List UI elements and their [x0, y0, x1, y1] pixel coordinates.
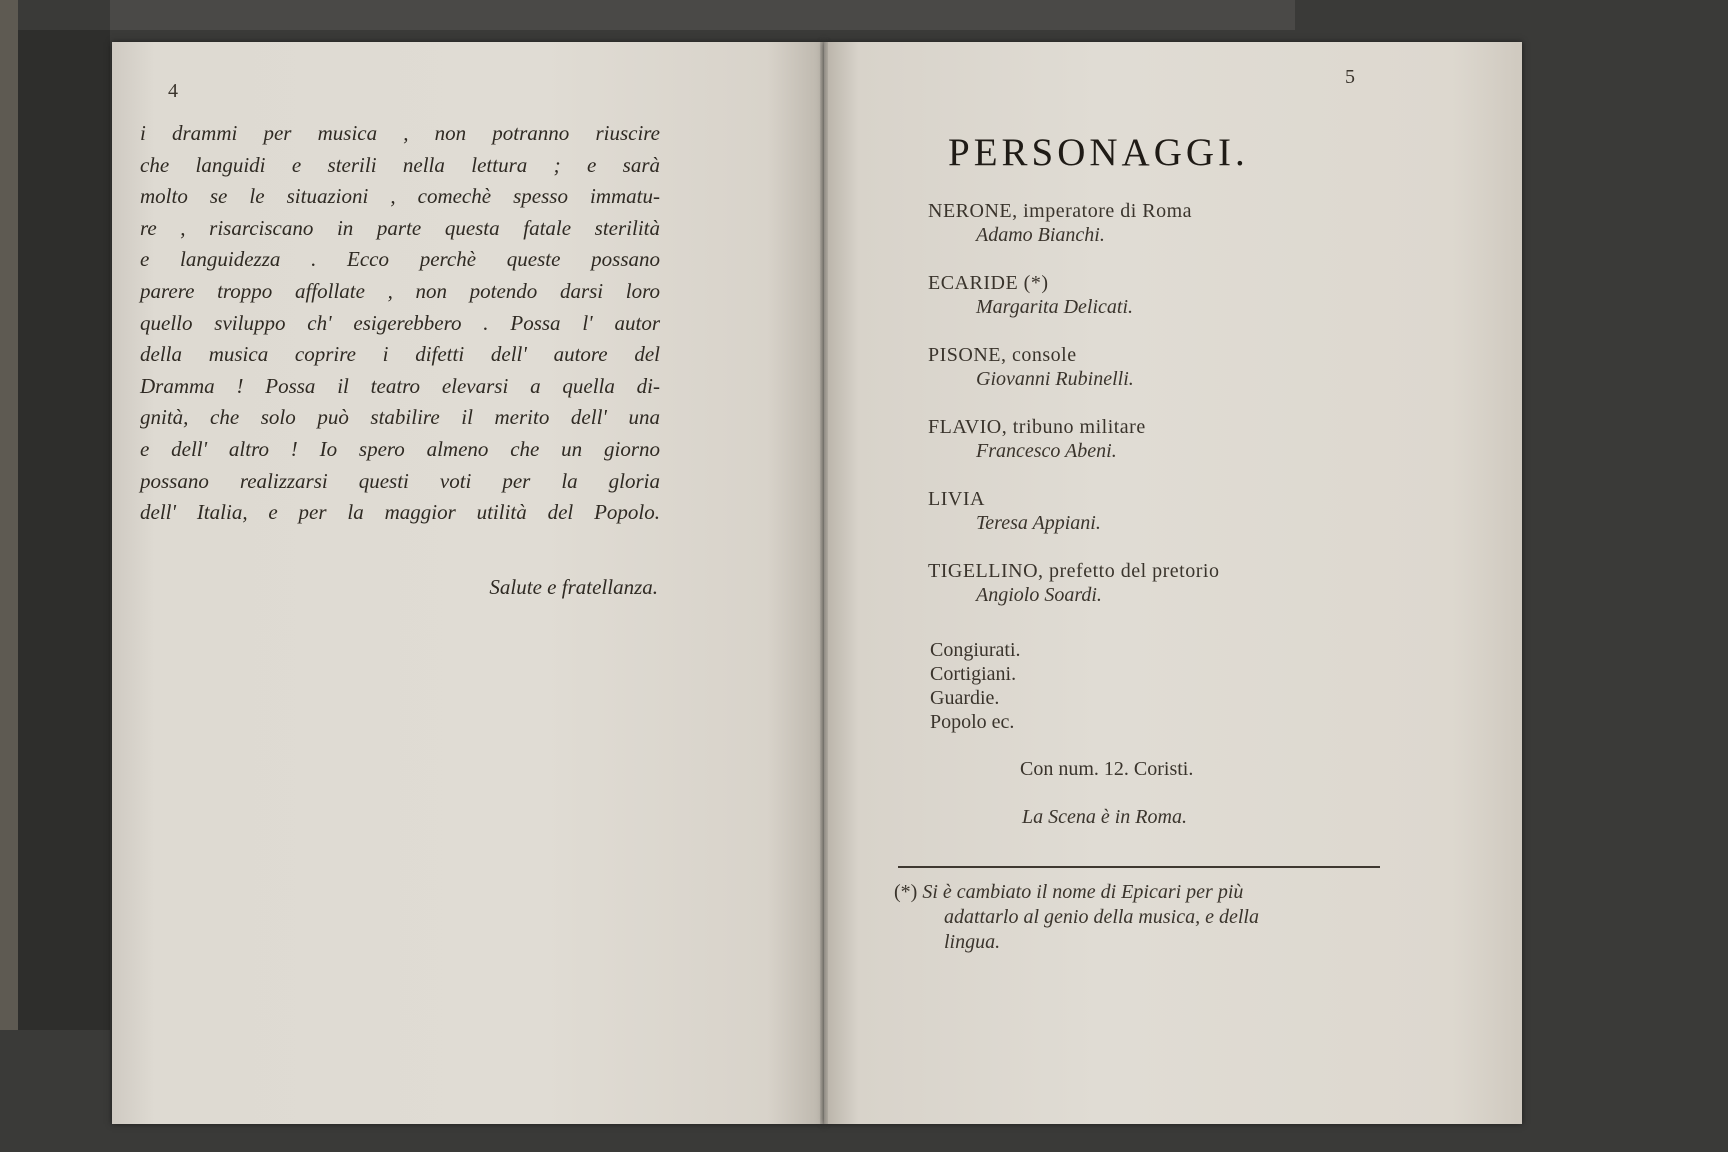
footnote-text: Si è cambiato il nome di Epicari per più — [922, 881, 1244, 903]
left-page-body — [140, 118, 660, 529]
body-line: re , risarciscano in parte questa fatale sterilità — [140, 215, 660, 240]
character-name: ECARIDE (*) — [928, 272, 1049, 294]
body-line: dell' Italia, e per la maggior utilità del Popolo. — [140, 500, 660, 525]
cast-list — [928, 200, 1398, 632]
coristi-note: Con num. 12. Coristi. — [1020, 758, 1194, 780]
body-line: i drammi per musica , non potranno riuscire — [140, 121, 660, 145]
actor-name: Giovanni Rubinelli. — [976, 368, 1134, 390]
body-line: gnità, che solo può stabilire il merito dell' una — [140, 405, 660, 430]
left-page-number: 4 — [168, 80, 178, 102]
footnote-rule — [898, 866, 1380, 868]
footnote — [894, 880, 1382, 955]
body-line: e dell' altro ! Io spero almeno che un giorno — [140, 436, 660, 461]
body-line: parere troppo affollate , non potendo darsi loro — [140, 278, 660, 303]
extra-item: Popolo ec. — [930, 711, 1015, 733]
body-line: della musica coprire i difetti dell' autore del — [140, 342, 660, 367]
extras-list — [930, 638, 1021, 734]
role-entry — [928, 560, 1398, 632]
role-entry — [928, 272, 1398, 344]
actor-name: Francesco Abeni. — [976, 440, 1117, 462]
book-gutter — [820, 42, 828, 1124]
body-line: possano realizzarsi questi voti per la gloria — [140, 468, 660, 493]
right-page-number: 5 — [1345, 66, 1355, 88]
footnote-mark: (*) — [894, 881, 918, 903]
character-name: PISONE, console — [928, 344, 1077, 366]
signoff: Salute e fratellanza. — [489, 575, 658, 599]
character-name: FLAVIO, tribuno militare — [928, 416, 1146, 438]
character-name: TIGELLINO, prefetto del pretorio — [928, 560, 1220, 582]
body-line: molto se le situazioni , comechè spesso immatu- — [140, 184, 660, 209]
extra-item: Congiurati. — [930, 639, 1021, 661]
actor-name: Adamo Bianchi. — [976, 224, 1105, 246]
backdrop-top — [110, 0, 1295, 30]
body-line: e languidezza . Ecco perchè queste possano — [140, 247, 660, 272]
scene-note: La Scena è in Roma. — [1022, 806, 1187, 828]
backdrop-left — [0, 0, 18, 1030]
body-line: quello sviluppo ch' esigerebbero . Possa l' autor — [140, 310, 660, 335]
footnote-text: lingua. — [944, 931, 1001, 953]
character-name: NERONE, imperatore di Roma — [928, 200, 1193, 222]
role-entry — [928, 488, 1398, 560]
role-entry — [928, 200, 1398, 272]
extra-item: Guardie. — [930, 687, 1000, 709]
backdrop-board — [18, 30, 110, 1030]
role-entry — [928, 344, 1398, 416]
actor-name: Teresa Appiani. — [976, 512, 1101, 534]
role-entry — [928, 416, 1398, 488]
body-line: Dramma ! Possa il teatro elevarsi a quella di- — [140, 373, 660, 398]
page-title: PERSONAGGI. — [948, 131, 1249, 174]
character-name: LIVIA — [928, 488, 985, 510]
footnote-first-line — [894, 880, 1382, 905]
footnote-text: adattarlo al genio della musica, e della — [944, 906, 1259, 928]
actor-name: Angiolo Soardi. — [976, 584, 1102, 606]
body-line: che languidi e sterili nella lettura ; e sarà — [140, 152, 660, 177]
actor-name: Margarita Delicati. — [976, 296, 1134, 318]
extra-item: Cortigiani. — [930, 663, 1017, 685]
